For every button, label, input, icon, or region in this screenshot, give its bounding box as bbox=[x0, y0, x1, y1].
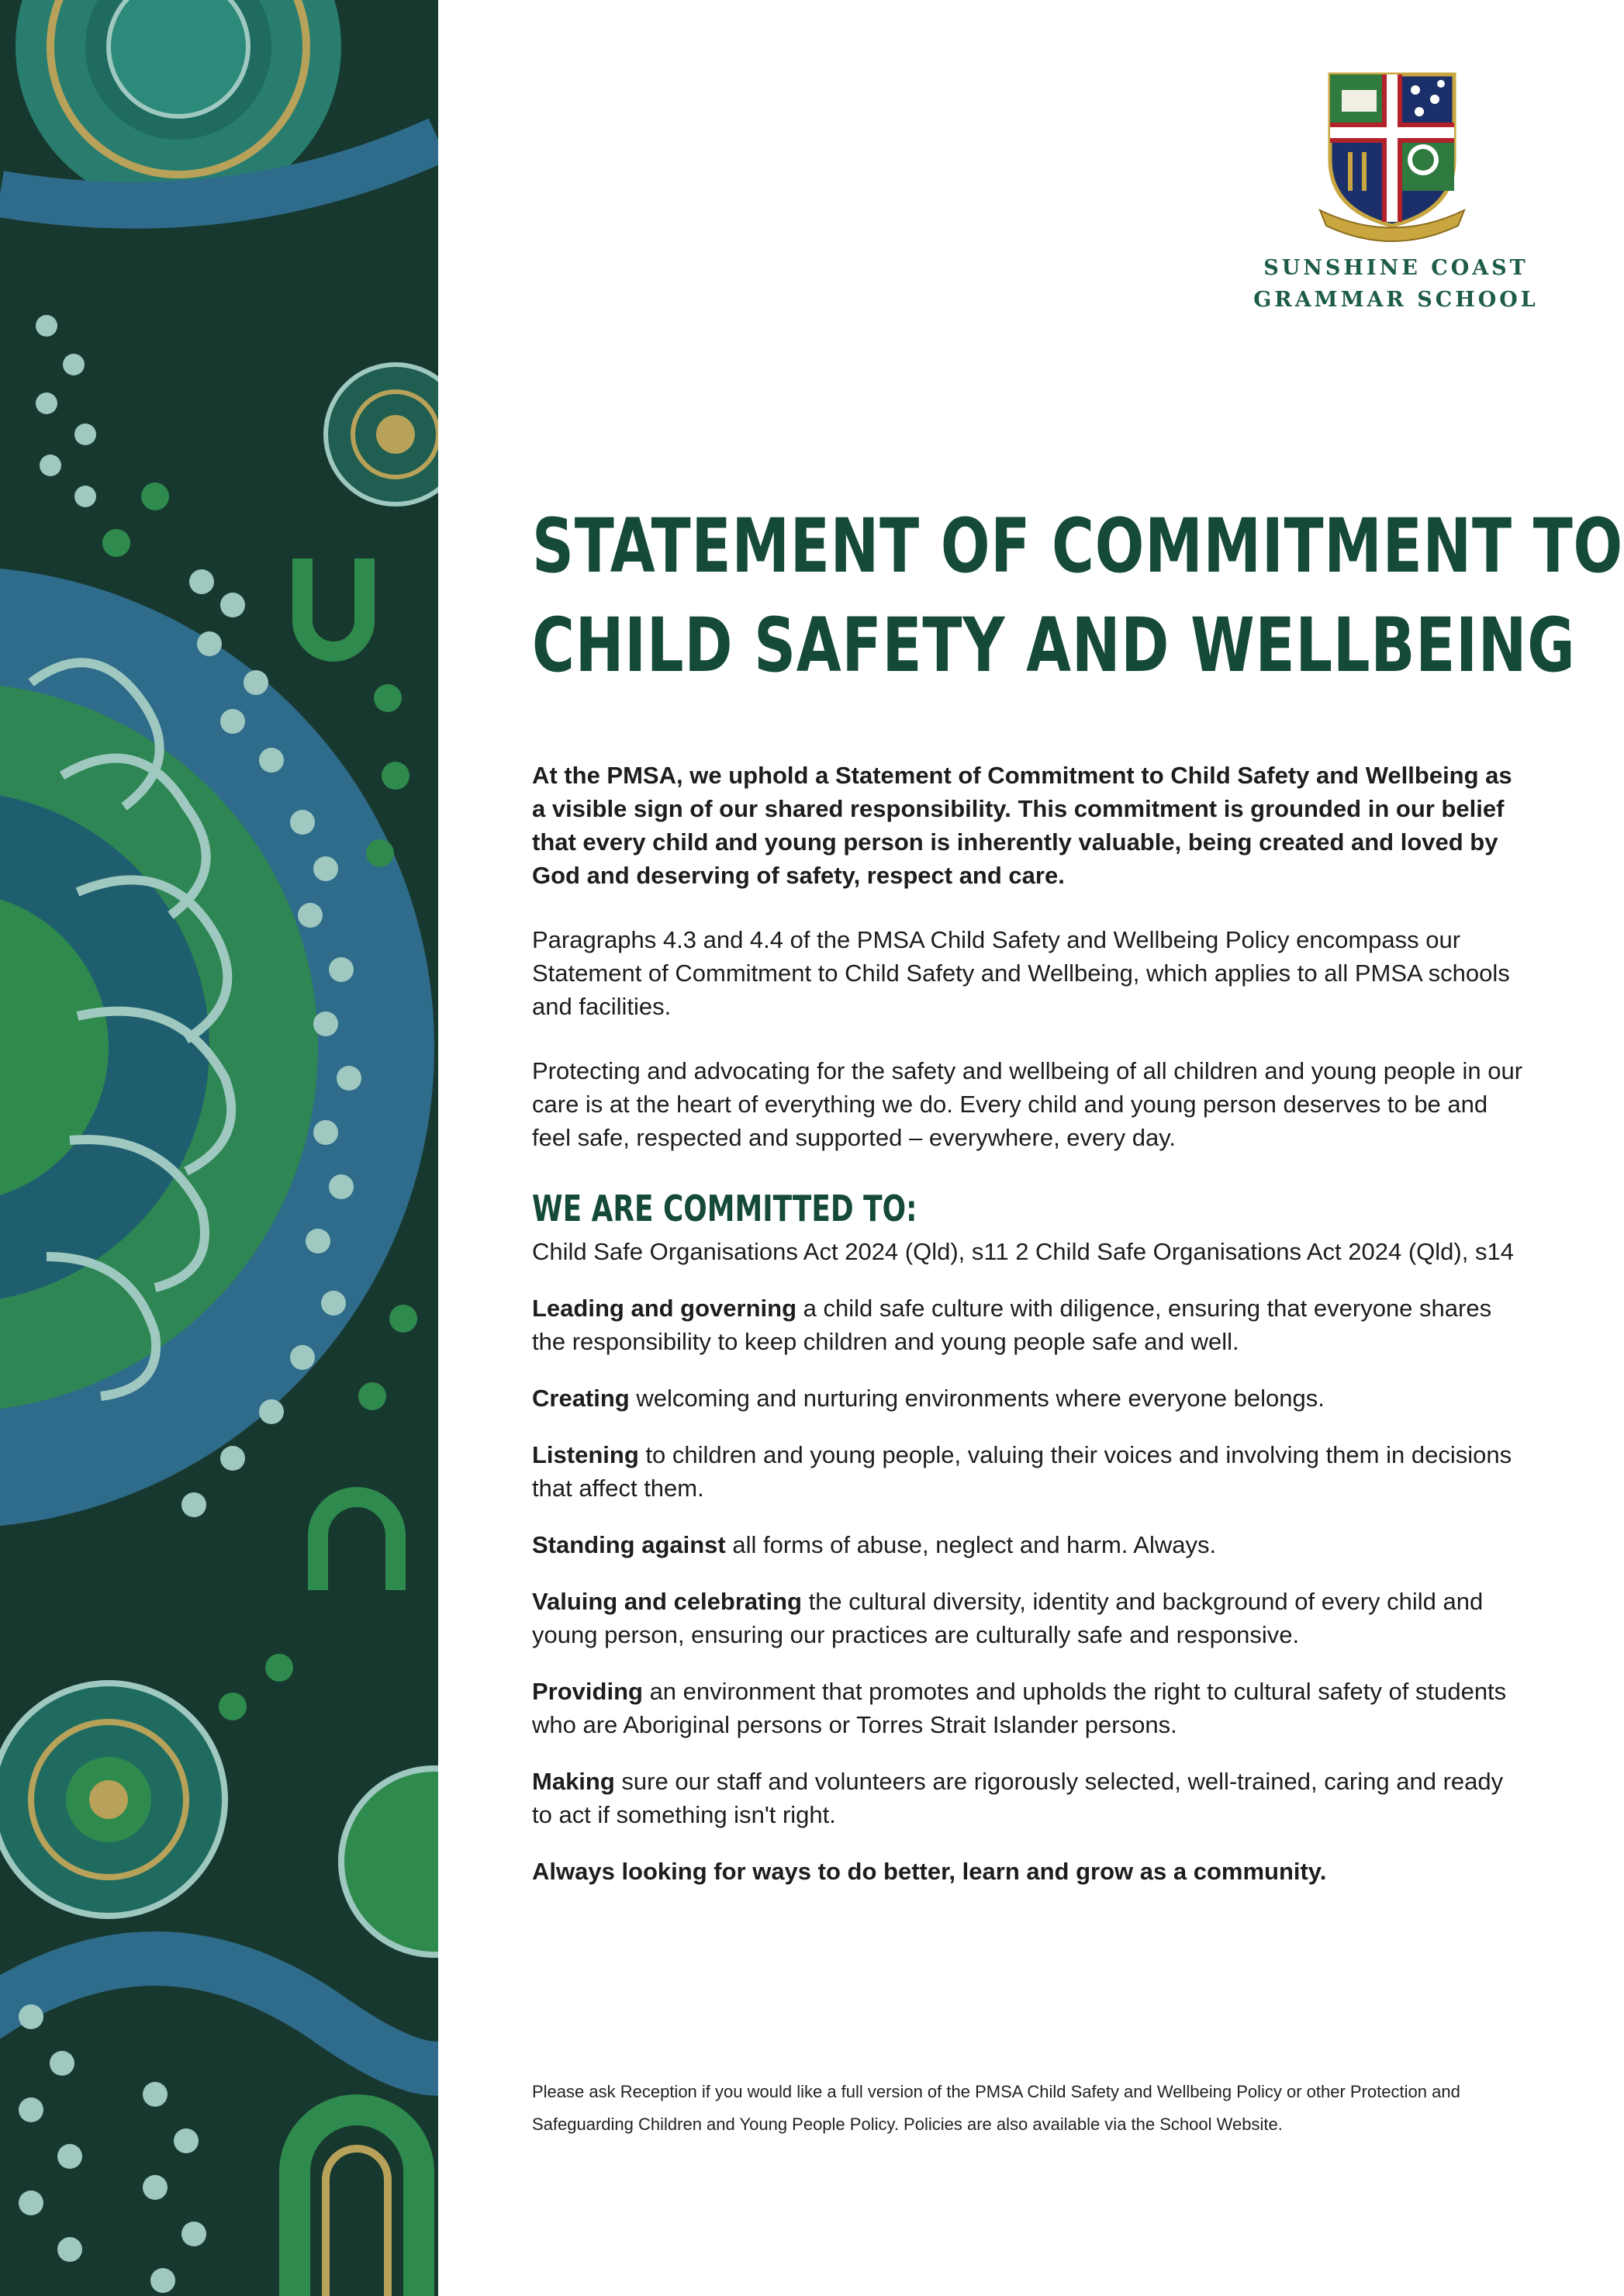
school-crest bbox=[1318, 67, 1466, 245]
list-item-bold: Making bbox=[532, 1768, 615, 1795]
school-name-line2: GRAMMAR SCHOOL bbox=[1253, 288, 1539, 312]
list-item-text: all forms of abuse, neglect and harm. Always. bbox=[725, 1531, 1217, 1558]
footnote: Please ask Reception if you would like a full version of the PMSA Child Safety and Wellbeing Policy or other Protection and Safeguarding Children and Young People Policy. Policies are also available via the School Website. bbox=[532, 2082, 1460, 2134]
lead-paragraph: At the PMSA, we uphold a Statement of Commitment to Child Safety and Wellbeing as a visible sign of our shared responsibility. This commitment is grounded in our belief that every child and young person is inherently valuable, being created and loved by God and deserving of safety, respect and care. bbox=[532, 762, 1512, 889]
list-item-text: the cultural diversity, identity and background of every child and young person, ensuring our practices are culturally safe and responsive. bbox=[532, 1588, 1484, 1648]
commitment-list bbox=[532, 1235, 1525, 1888]
list-item-bold: Listening bbox=[532, 1441, 639, 1468]
list-item-text: to children and young people, valuing their voices and involving them in decisions that affect them. bbox=[532, 1441, 1512, 1502]
committed-heading: WE ARE COMMITTED TO: bbox=[532, 1188, 917, 1229]
indigenous-artwork-panel bbox=[0, 0, 438, 2296]
list-item-text: sure our staff and volunteers are rigorously selected, well-trained, caring and ready to act if something isn't right. bbox=[532, 1768, 1504, 1828]
list-item-bold: Providing bbox=[532, 1678, 643, 1705]
list-item bbox=[532, 1528, 1525, 1561]
school-crest-icon bbox=[1318, 67, 1466, 245]
page-title-line1: STATEMENT OF COMMITMENT TO bbox=[532, 503, 1623, 590]
list-item bbox=[532, 1675, 1525, 1741]
page-title bbox=[532, 496, 1623, 695]
list-item-bold: Standing against bbox=[532, 1531, 726, 1558]
list-item-text: an environment that promotes and upholds the right to cultural safety of students who are Aboriginal persons or Torres Strait Islander persons. bbox=[532, 1678, 1507, 1738]
list-item-bold: Valuing and celebrating bbox=[532, 1588, 802, 1615]
school-name bbox=[1241, 252, 1551, 316]
list-item bbox=[532, 1381, 1525, 1415]
list-item-bold: Leading and governing bbox=[532, 1295, 797, 1322]
list-item bbox=[532, 1855, 1525, 1888]
list-item-text: a child safe culture with diligence, ensuring that everyone shares the responsibility to keep children and young people safe and well. bbox=[532, 1295, 1492, 1355]
legislation-citation: Child Safe Organisations Act 2024 (Qld), s11 2 Child Safe Organisations Act 2024 (Qld), s14 bbox=[532, 1238, 1514, 1265]
advocacy-paragraph: Protecting and advocating for the safety and wellbeing of all children and young people in our care is at the heart of everything we do. Every child and young person deserves to be and feel safe, respected and supported – everywhere, every day. bbox=[532, 1057, 1523, 1151]
list-item bbox=[532, 1292, 1525, 1358]
list-item bbox=[532, 1585, 1525, 1651]
list-item bbox=[532, 1438, 1525, 1505]
list-item-bold: Always looking for ways to do better, learn and grow as a community. bbox=[532, 1858, 1327, 1885]
list-item bbox=[532, 1765, 1525, 1831]
school-name-line1: SUNSHINE COAST bbox=[1263, 256, 1529, 280]
policy-paragraph: Paragraphs 4.3 and 4.4 of the PMSA Child Safety and Wellbeing Policy encompass our Statement of Commitment to Child Safety and Wellbeing, which applies to all PMSA schools and facilities. bbox=[532, 926, 1510, 1020]
list-item-bold: Creating bbox=[532, 1385, 630, 1412]
artwork-pattern-icon bbox=[0, 0, 438, 2296]
list-item-text: welcoming and nurturing environments where everyone belongs. bbox=[629, 1385, 1325, 1412]
statement-body bbox=[532, 759, 1525, 1911]
page-title-line2: CHILD SAFETY AND WELLBEING bbox=[532, 602, 1576, 689]
